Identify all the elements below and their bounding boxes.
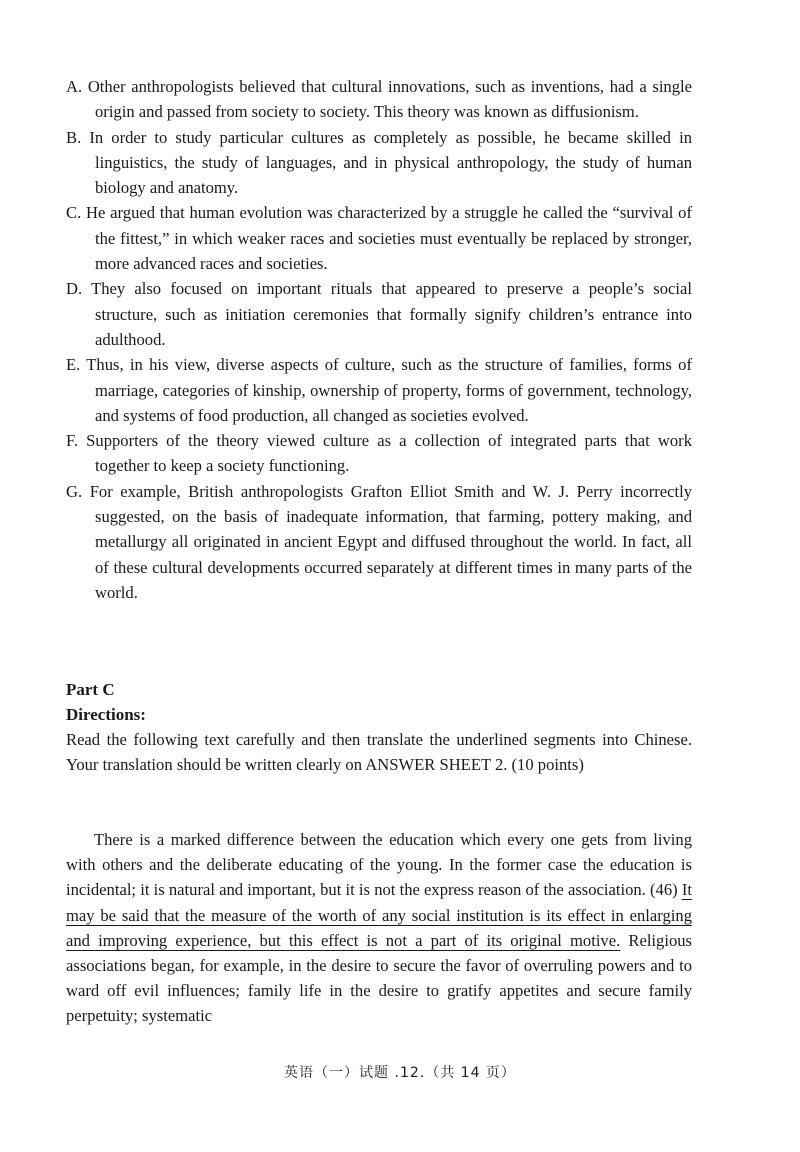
- option-text: In order to study particular cultures as completely as possible, he became skilled in linguistics, the study of languages, and in physical anthropology, the study of human biology and anatomy.: [89, 127, 692, 198]
- part-c-section: [66, 677, 692, 777]
- translation-passage: [66, 827, 692, 1029]
- option-letter: F.: [66, 431, 79, 451]
- part-c-title: Part C: [66, 680, 115, 699]
- option-letter: D.: [66, 279, 83, 299]
- option-text: They also focused on important rituals that appeared to preserve a people’s social structure, such as initiation ceremonies that formally signify children’s entrance into adulthood.: [91, 279, 692, 349]
- directions-text: Read the following text carefully and then translate the underlined segments into Chinese. Your translation should be written clearly on ANSWER SHEET 2. (10 points): [66, 730, 692, 775]
- option-text: Supporters of the theory viewed culture as a collection of integrated parts that work together to keep a society functioning.: [86, 431, 692, 476]
- option-text: He argued that human evolution was characterized by a struggle he called the “survival of the fittest,” in which weaker races and societies must eventually be replaced by stronger, more advanced races and societies.: [86, 203, 693, 274]
- option-text: For example, British anthropologists Grafton Elliot Smith and W. J. Perry incorrectly suggested, on the basis of inadequate information, that farming, pottery making, and metallurgy all originated in ancient Egypt and diffused throughout the world. In fact, all of these cultural developments occurred separately at different times in many parts of the world.: [89, 481, 692, 602]
- option-letter: A.: [66, 77, 83, 96]
- page-footer: 英语（一）试题 .12.（共 14 页）: [284, 1065, 516, 1081]
- option-text: Thus, in his view, diverse aspects of culture, such as the structure of families, forms of marriage, categories of kinship, ownership of property, forms of government, technology, and systems of food production, all changed as societies evolved.: [86, 355, 692, 425]
- answer-options: [66, 74, 692, 605]
- option-a: [66, 74, 692, 125]
- option-b: [66, 125, 692, 201]
- option-c: [66, 200, 692, 276]
- passage-text-before: There is a marked difference between the education which every one gets from living with others and the deliberate educating of the young. In the former case the education is incidental; it is natural and important, but it is not the express reason of the association. (46): [66, 830, 692, 900]
- option-letter: E.: [66, 355, 81, 375]
- underlined-segment-46: It may be said that the measure of the worth of any social institution is its effect in enlarging and improving experience, but this effect is not a part of its original motive.: [66, 880, 692, 950]
- option-letter: C.: [66, 203, 82, 223]
- option-e: [66, 352, 692, 428]
- directions-label: Directions:: [66, 705, 146, 724]
- option-letter: B.: [66, 127, 82, 147]
- option-f: [66, 428, 692, 479]
- option-letter: G.: [66, 481, 83, 501]
- option-text: Other anthropologists believed that cultural innovations, such as inventions, had a single origin and passed from society to society. This theory was known as diffusionism.: [87, 77, 692, 122]
- option-d: [66, 276, 692, 352]
- option-g: [66, 479, 692, 605]
- passage-text-after: Religious associations began, for example, in the desire to secure the favor of overruling powers and to ward off evil influences; family life in the desire to gratify appetites and secure family perpetuity; systematic: [66, 930, 692, 1026]
